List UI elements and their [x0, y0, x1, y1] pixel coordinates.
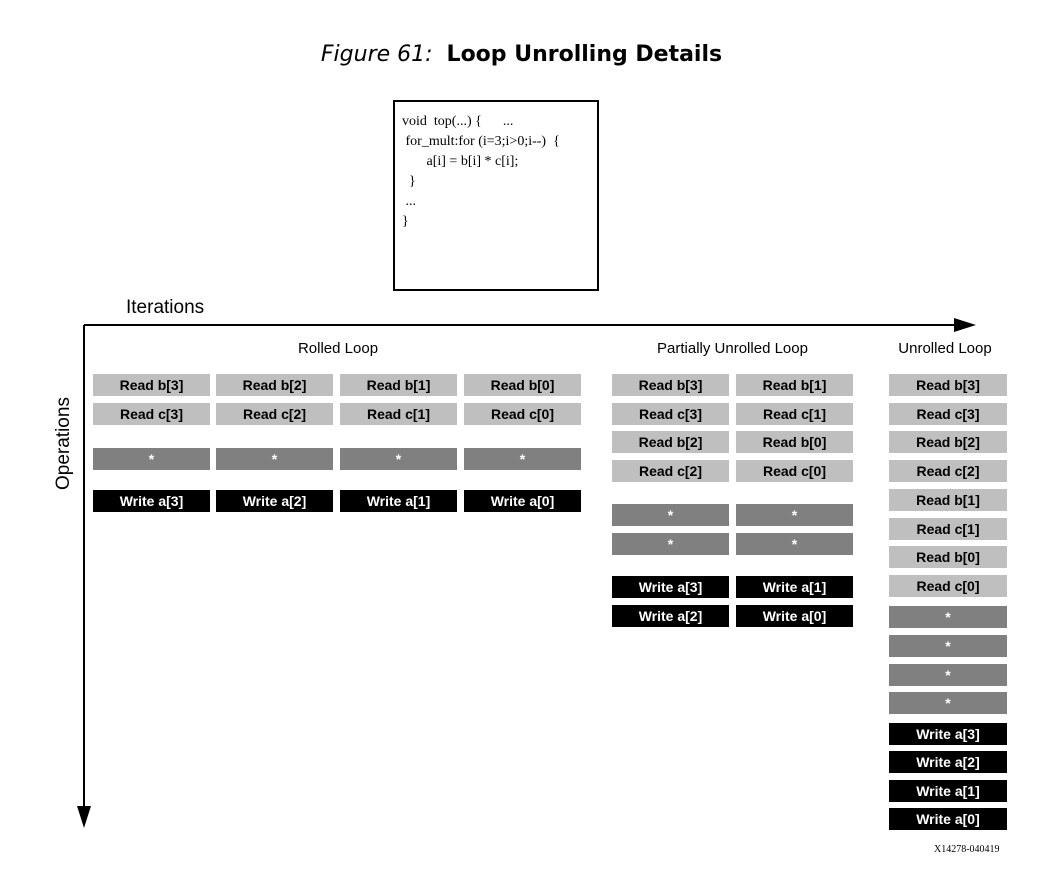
unrolled-write-block: Write a[2]	[889, 751, 1007, 773]
rolled-loop-label: Rolled Loop	[297, 340, 379, 357]
partial-multiply-block: *	[736, 504, 853, 526]
unrolled-read-block: Read c[3]	[889, 403, 1007, 425]
partial-write-block: Write a[3]	[612, 576, 729, 598]
code-line: }	[402, 214, 409, 229]
partial-multiply-block: *	[612, 504, 729, 526]
partial-read-block: Read b[1]	[736, 374, 853, 396]
rolled-read-b-block: Read b[0]	[464, 374, 581, 396]
unrolled-multiply-block: *	[889, 664, 1007, 686]
partial-write-block: Write a[0]	[736, 605, 853, 627]
rolled-write-block: Write a[3]	[93, 490, 210, 512]
partial-write-block: Write a[1]	[736, 576, 853, 598]
rolled-read-c-block: Read c[2]	[216, 403, 333, 425]
partial-read-block: Read b[0]	[736, 431, 853, 453]
unrolled-write-block: Write a[0]	[889, 808, 1007, 830]
figure-number: Figure 61:	[320, 42, 433, 67]
rolled-multiply-block: *	[340, 448, 457, 470]
partial-read-block: Read c[0]	[736, 460, 853, 482]
rolled-write-block: Write a[1]	[340, 490, 457, 512]
unrolled-multiply-block: *	[889, 606, 1007, 628]
unrolled-multiply-block: *	[889, 692, 1007, 714]
figure-title: Loop Unrolling Details	[446, 42, 723, 67]
operations-axis-arrowhead	[77, 806, 91, 828]
unrolled-loop-label: Unrolled Loop	[898, 340, 992, 357]
unrolled-write-block: Write a[1]	[889, 780, 1007, 802]
rolled-read-c-block: Read c[0]	[464, 403, 581, 425]
partial-read-block: Read b[3]	[612, 374, 729, 396]
code-line: }	[402, 174, 416, 189]
partial-read-block: Read c[2]	[612, 460, 729, 482]
rolled-read-b-block: Read b[2]	[216, 374, 333, 396]
partial-multiply-block: *	[612, 533, 729, 555]
partial-read-block: Read c[3]	[612, 403, 729, 425]
code-line: for_mult:for (i=3;i>0;i--) {	[402, 134, 560, 149]
partially-unrolled-loop-label: Partially Unrolled Loop	[657, 340, 808, 357]
rolled-read-b-block: Read b[3]	[93, 374, 210, 396]
partial-read-block: Read c[1]	[736, 403, 853, 425]
rolled-read-c-block: Read c[1]	[340, 403, 457, 425]
unrolled-read-block: Read b[1]	[889, 489, 1007, 511]
unrolled-read-block: Read b[2]	[889, 431, 1007, 453]
x-axis-label: Iterations	[126, 297, 205, 318]
rolled-read-c-block: Read c[3]	[93, 403, 210, 425]
rolled-multiply-block: *	[464, 448, 581, 470]
unrolled-multiply-block: *	[889, 635, 1007, 657]
rolled-write-block: Write a[2]	[216, 490, 333, 512]
unrolled-read-block: Read b[0]	[889, 546, 1007, 568]
code-line: a[i] = b[i] * c[i];	[402, 154, 519, 169]
rolled-multiply-block: *	[216, 448, 333, 470]
partial-multiply-block: *	[736, 533, 853, 555]
partial-write-block: Write a[2]	[612, 605, 729, 627]
iterations-axis-arrowhead	[954, 318, 976, 332]
y-axis-label: Operations	[53, 397, 74, 490]
unrolled-read-block: Read c[2]	[889, 460, 1007, 482]
rolled-multiply-block: *	[93, 448, 210, 470]
unrolled-read-block: Read c[0]	[889, 575, 1007, 597]
rolled-read-b-block: Read b[1]	[340, 374, 457, 396]
partial-read-block: Read b[2]	[612, 431, 729, 453]
rolled-write-block: Write a[0]	[464, 490, 581, 512]
unrolled-read-block: Read b[3]	[889, 374, 1007, 396]
unrolled-read-block: Read c[1]	[889, 518, 1007, 540]
code-line: ...	[402, 194, 416, 209]
unrolled-write-block: Write a[3]	[889, 723, 1007, 745]
code-line: void top(...) { ...	[402, 114, 514, 129]
figure-id: X14278-040419	[934, 844, 1000, 855]
